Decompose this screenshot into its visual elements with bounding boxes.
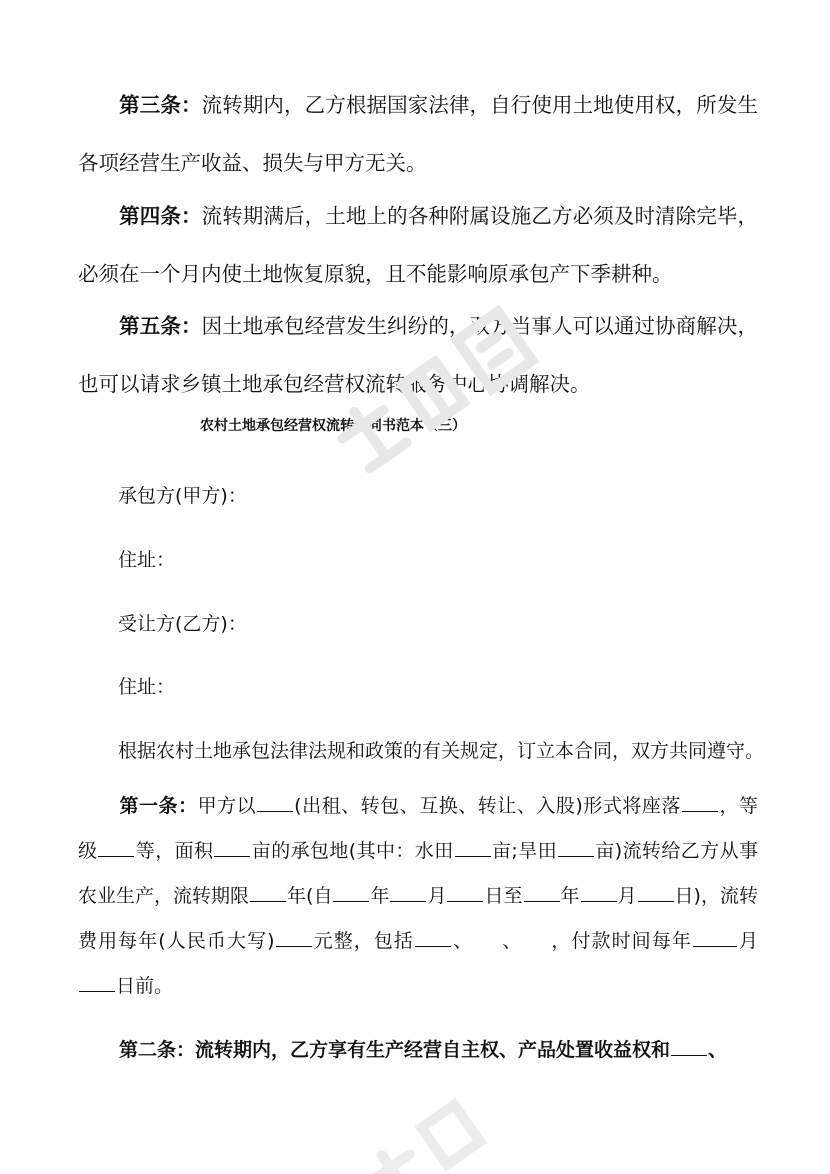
blank-field — [693, 926, 737, 947]
article-5-label: 第五条： — [119, 314, 202, 338]
clause-1-text: 等，面积 — [135, 840, 214, 862]
clause-1-text: 亩的承包地(其中：水田 — [251, 840, 454, 862]
clause-1-text: 月 — [617, 885, 637, 907]
clause-1-text: 日)，流转费用每年(人民币大写) — [78, 885, 758, 952]
article-5-text: 因土地承包经营发生纠纷的，双方当事人可以通过协商解决，也可以请求乡镇土地承包经营权流转服务中心协调解决。 — [78, 314, 759, 396]
section-subtitle: 农村土地承包经营权流转合同书范本（三） — [200, 418, 466, 434]
blank-field — [250, 881, 286, 902]
blank-field — [581, 881, 617, 902]
clause-1-text: ，等级 — [78, 795, 758, 862]
blank-field — [415, 926, 451, 947]
clause-1-text: 年 — [560, 885, 580, 907]
clause-1-text: 月 — [427, 885, 447, 907]
blank-field — [214, 836, 250, 857]
blank-field — [447, 881, 483, 902]
blank-field — [79, 971, 115, 992]
clause-1-text: ，付款时间每年 — [550, 930, 692, 952]
blank-field — [390, 881, 426, 902]
blank-field — [98, 836, 134, 857]
party-b-line: 受让方(乙方)： — [118, 613, 247, 635]
blank-field — [524, 881, 560, 902]
clause-1-text: 年(自 — [287, 885, 333, 907]
blank-field — [638, 881, 674, 902]
clause-1 — [78, 784, 758, 1009]
clause-2-text: 、 — [708, 1039, 728, 1061]
blank-field — [257, 791, 293, 812]
clause-1-text: 日至 — [484, 885, 523, 907]
article-3-text: 流转期内，乙方根据国家法律，自行使用土地使用权，所发生各项经营生产收益、损失与甲方无关。 — [78, 93, 759, 175]
clause-1-label: 第一条： — [119, 795, 198, 817]
article-4-label: 第四条： — [119, 204, 202, 228]
clause-1-text: 日前。 — [116, 975, 174, 997]
article-3-label: 第三条： — [119, 93, 202, 117]
clause-2-text: 流转期内，乙方享有生产经营自主权、产品处置收益权和 — [195, 1039, 671, 1061]
blank-field — [671, 1035, 707, 1056]
watermark-logo-bottom — [330, 1080, 530, 1174]
clause-1-text: 月 — [737, 930, 758, 952]
article-4 — [78, 187, 758, 303]
blank-field — [558, 836, 594, 857]
blank-field — [333, 881, 369, 902]
preamble-line: 根据农村土地承包法律法规和政策的有关规定，订立本合同，双方共同遵守。 — [118, 740, 765, 762]
clause-1-text: 亩;旱田 — [491, 840, 557, 862]
article-5 — [78, 297, 758, 413]
clause-1-text: 甲方以 — [197, 795, 257, 817]
address-a-line: 住址： — [118, 549, 176, 571]
party-a-line: 承包方(甲方)： — [118, 485, 247, 507]
article-3 — [78, 76, 758, 192]
article-4-text: 流转期满后，土地上的各种附属设施乙方必须及时清除完毕，必须在一个月内使土地恢复原貌，且不能影响原承包产下季耕种。 — [78, 204, 759, 286]
blank-field — [455, 836, 491, 857]
blank-field — [276, 926, 312, 947]
clause-1-text: 、 — [452, 930, 474, 952]
clause-1-text: 年 — [370, 885, 390, 907]
clause-1-text: 、 — [501, 930, 523, 952]
clause-1-text: 元整，包括 — [312, 930, 414, 952]
clause-2-label: 第二条： — [119, 1039, 196, 1061]
address-b-line: 住址： — [118, 676, 176, 698]
clause-1-text: (出租、转包、互换、转让、入股)形式将座落 — [294, 795, 681, 817]
clause-2 — [78, 1028, 758, 1073]
clause-1-text: 亩)流转给乙方从事农业生产，流转期限 — [78, 840, 758, 907]
blank-field — [682, 791, 718, 812]
